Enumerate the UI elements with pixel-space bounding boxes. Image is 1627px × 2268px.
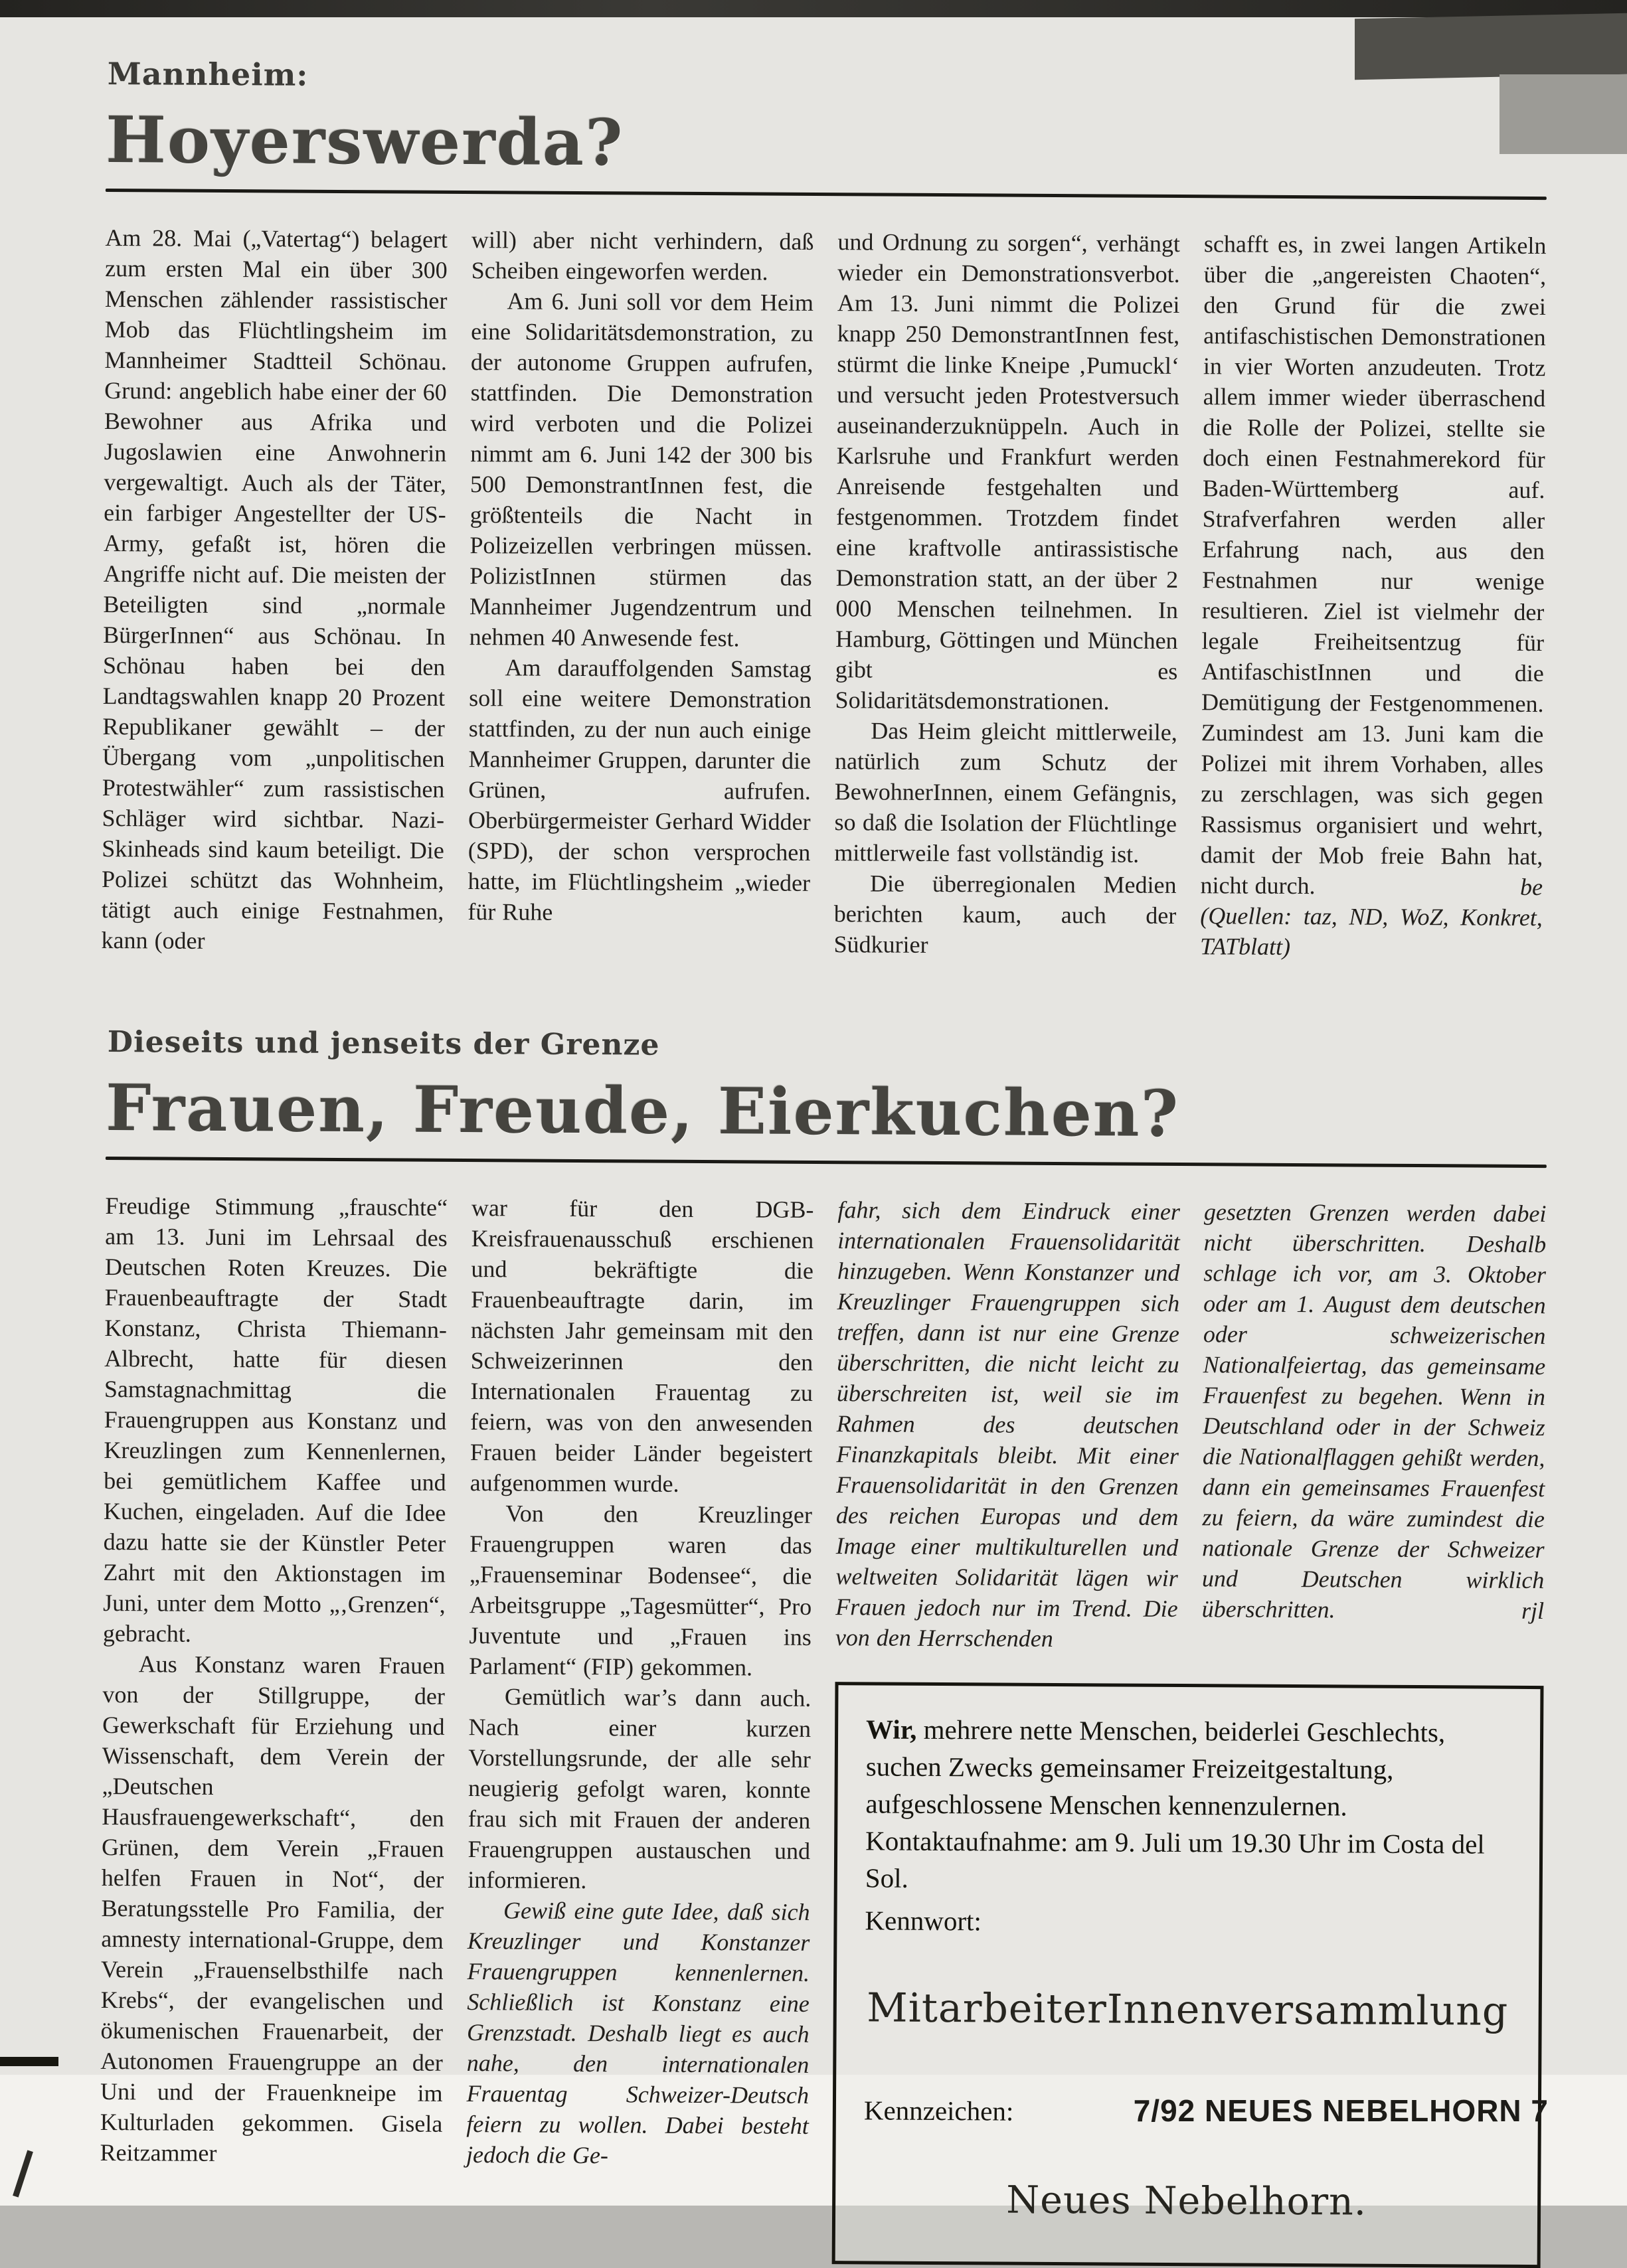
ad-kennzeichen-value: Neues Nebelhorn. (1006, 2178, 1367, 2224)
ad-intro-body: mehrere nette Menschen, beiderlei Geschlechts, suchen Zwecks gemeinsamer Freizeitgestaltung, aufgeschlossene Menschen kennenzulernen. Kontaktaufnahme: am 9. Juli um 19.30 Uhr im Costa del Sol. (865, 1714, 1485, 1894)
article-kicker: Mannheim: (107, 56, 309, 93)
ad-intro-text (865, 1710, 1513, 1900)
body-paragraph: Aus Konstanz waren Frauen von der Stillgruppe, der Gewerkschaft für Erziehung und Wissenschaft, dem Verein der „Deutschen Hausfrauengewerkschaft“, den Grünen, dem Verein „Frauen helfen Frauen in Not“, der Beratungsstelle Pro Familia, der amnesty international-Gruppe, dem Verein „Frauenselbsthilfe nach Krebs“, der evangelischen und ökumenischen Frauenarbeit, der Autonomen Frauengruppe an der Uni und der Frauenkneipe im Kulturladen gekommen. Gisela Reitzammer (100, 1651, 446, 2166)
author-initials: be (1519, 873, 1543, 901)
body-paragraph: Das Heim gleicht mittlerweile, natürlich zum Schutz der BewohnerInnen, einem Gefängnis, so daß die Isolation der Flüchtlinge mittlerweile fast vollständig ist. (834, 717, 1177, 868)
text-column (100, 1190, 448, 2170)
page-footer-text: 7/92 NEUES NEBELHORN 7 (1133, 2093, 1549, 2128)
body-paragraph: Freudige Stimmung „frauschte“ am 13. Juni im Lehrsaal des Deutschen Roten Kreuzes. Die Frauenbeauftragte der Stadt Konstanz, Christa Thiemann-Albrecht, hatte für diesen Samstagnachmittag die Frauengruppen aus Konstanz und Kreuzlingen zum Kennenlernen, bei gemütlichem Kaffee und Kuchen, eingeladen. Auf die Idee dazu hatte sie der Künstler Peter Zahrt mit den Aktionstagen im Juni, unter dem Motto „‚Grenzen“, gebracht. (102, 1192, 448, 1647)
body-paragraph: schafft es, in zwei langen Artikeln über die „angereisten Chaoten“, den Grund für die zwei antifaschistischen Demonstrationen in vier Worten anzudeuten. Trotz allem immer wieder überraschend die Rolle der Polizei, stellte sie doch einen Festnahmerekord für Baden-Württemberg auf. Strafverfahren werden aller Erfahrung nach, aus den Festnahmen nur wenige resultieren. Ziel ist vielmehr der legale Freiheitsentzug für AntifaschistInnen und die Demütigung der Festgenommenen. Zumindest am 13. Juni kam die Polizei mit ihrem Vorhaben, alles zu zerschlagen, was sich gegen Rassismus organisiert und wehrt, damit der Mob freie Bahn hat, nicht durch. be (1200, 228, 1546, 902)
text-column (1202, 1196, 1547, 1626)
article-headline: Frauen, Freude, Eierkuchen? (106, 1070, 1180, 1152)
body-paragraph: Am 28. Mai („Vatertag“) belagert zum ersten Mal ein über 300 Menschen zählender rassistischer Mob das Flüchtlingsheim im Mannheimer Stadtteil Schönau. Grund: angeblich habe einer der 60 Bewohner aus Afrika und Jugoslawien eine Anwohnerin vergewaltigt. Auch als der Täter, ein farbiger Angestellter der US-Army, gefaßt ist, hören die Angriffe nicht auf. Die meisten der Beteiligten sind „normale BürgerInnen“ aus Schönau. In Schönau haben bei den Landtagswahlen knapp 20 Prozent Republikaner gewählt – der Übergang vom „unpolitischen Protestwähler“ zum rassistischen Schläger wird sichtbar. Nazi-Skinheads sind kaum beteiligt. Die Polizei schützt das Wohnheim, tätigt auch einige Festnahmen, kann (oder (101, 224, 448, 954)
text-column (101, 222, 448, 957)
article-headline: Hoyerswerda? (106, 102, 624, 181)
body-paragraph: fahr, sich dem Eindruck einer internationalen Frauensolidarität hinzugeben. Wenn Konstanzer und Kreuzlinger Frauengruppen sich treffen, dann ist nur eine Grenze überschritten, die nicht leicht zu überschreiten ist, weil sie im Rahmen des deutschen Finanzkapitals bleibt. Mit einer Frauensolidarität in den Grenzen des reichen Europas und dem Image einer multikulturellen und weltweiten Solidarität lägen wir Frauen jedoch nur im Trend. Die von den Herrschenden (835, 1196, 1181, 1652)
ad-intro-lead: Wir, (865, 1714, 917, 1745)
body-paragraph: Gemütlich war’s dann auch. Nach einer kurzen Vorstellungsrunde, der alle sehr neugierig gefolgt waren, konnte frau sich mit Frauen der anderen Frauengruppen austauschen und informieren. (468, 1683, 812, 1894)
article-frauen-freude-eierkuchen (100, 1025, 1547, 2268)
body-paragraph: Die überregionalen Medien berichten kaum, auch der Südkurier (833, 870, 1177, 958)
body-paragraph: Am darauffolgenden Samstag soll eine weitere Demonstration stattfinden, zu der nun auch einige Mannheimer Gruppen, darunter die Grünen, aufrufen. Oberbürgermeister Gerhard Widder (SPD), der schon versprochen hatte, im Flüchtlingsheim „wieder für Ruhe (468, 654, 812, 926)
body-paragraph: Am 6. Juni soll vor dem Heim eine Solidaritätsdemonstration, zu der autonome Gruppen aufrufen, stattfinden. Die Demonstration wird verboten und die Polizei nimmt am 6. Juni 142 der 300 bis 500 DemonstrantInnen fest, die größtenteils die Nacht in Polizeizellen verbringen müssen. PolizistInnen stürmen das Mannheimer Jugendzentrum und nehmen 40 Anwesende fest. (469, 287, 814, 652)
text-column (835, 1194, 1180, 1655)
headline-rule (106, 1157, 1547, 1168)
body-paragraph: Gewiß eine gute Idee, daß sich Kreuzlinger und Konstanzer Frauengruppen kennenlernen. Schließlich ist Konstanz eine Grenzstadt. Deshalb liegt es auch nahe, den internationalen Frauentag Schweizer-Deutsch feiern zu wollen. Dabei besteht jedoch die Ge- (466, 1897, 810, 2169)
article-hoyerswerda (101, 58, 1547, 963)
author-initials: rjl (1521, 1597, 1545, 1625)
scan-artifact-bottom-left-line (0, 2057, 58, 2066)
ad-kennwort-value: MitarbeiterInnenversammlung (867, 1984, 1509, 2035)
text-column (468, 224, 814, 929)
scan-edge-top (0, 0, 1627, 17)
body-paragraph: war für den DGB-Kreisfrauenausschuß erschienen und bekräftigte die Frauenbeauftragte darin, im nächsten Jahr gemeinsam mit den Schweizerinnen den Internationalen Frauentag zu feiern, was von den anwesenden Frauen beider Länder begeistert aufgenommen wurde. (470, 1194, 814, 1497)
headline-rule (106, 189, 1547, 200)
body-paragraph: und Ordnung zu sorgen“, verhängt wieder ein Demonstrationsverbot. Am 13. Juni nimmt die Polizei knapp 250 DemonstrantInnen fest, stürmt die linke Kneipe ‚Pumuckl‘ und versucht jeden Protestversuch auseinanderzuknüppeln. Auch in Karlsruhe und Frankfurt werden Anreisende festgehalten und festgenommen. Trotzdem findet eine kraftvolle antirassistische Demonstration statt, an der über 2 000 Menschen teilnehmen. In Hamburg, Göttingen und München gibt es Solidaritätsdemonstrationen. (835, 228, 1181, 715)
text-column (466, 1192, 814, 2172)
contact-ad-box (832, 1682, 1544, 2268)
text-column (833, 226, 1180, 961)
ad-kennwort-label: Kennwort: (865, 1905, 982, 1937)
body-paragraph: gesetzten Grenzen werden dabei nicht überschritten. Deshalb schlage ich vor, am 3. Oktober oder am 1. August dem deutschen oder schweizerischen Nationalfeiertag, das gemeinsame Frauenfest zu begehen. Wenn in Deutschland oder in der Schweiz die Nationalflaggen gehißt werden, dann ein gemeinsames Frauenfest zu feiern, da wäre zumindest die nationale Grenze der Schweizer und Deutschen wirklich überschritten. rjl (1202, 1196, 1547, 1626)
body-paragraph: will) aber nicht verhindern, daß Scheiben eingeworfen werden. (471, 226, 814, 285)
body-paragraph: (Quellen: taz, ND, WoZ, Konkret, TATblatt) (1199, 902, 1543, 960)
article-columns (101, 222, 1546, 963)
ad-kennzeichen-label: Kennzeichen: (863, 2095, 1014, 2127)
body-paragraph: Von den Kreuzlinger Frauengruppen waren das „Frauenseminar Bodensee“, die Arbeitsgruppe „Tagesmütter“, Pro Juventute und „Frauen ins Parlament“ (FIP) gekommen. (469, 1500, 813, 1681)
article-kicker: Dieseits und jenseits der Grenze (107, 1025, 660, 1062)
text-column (1200, 228, 1547, 963)
